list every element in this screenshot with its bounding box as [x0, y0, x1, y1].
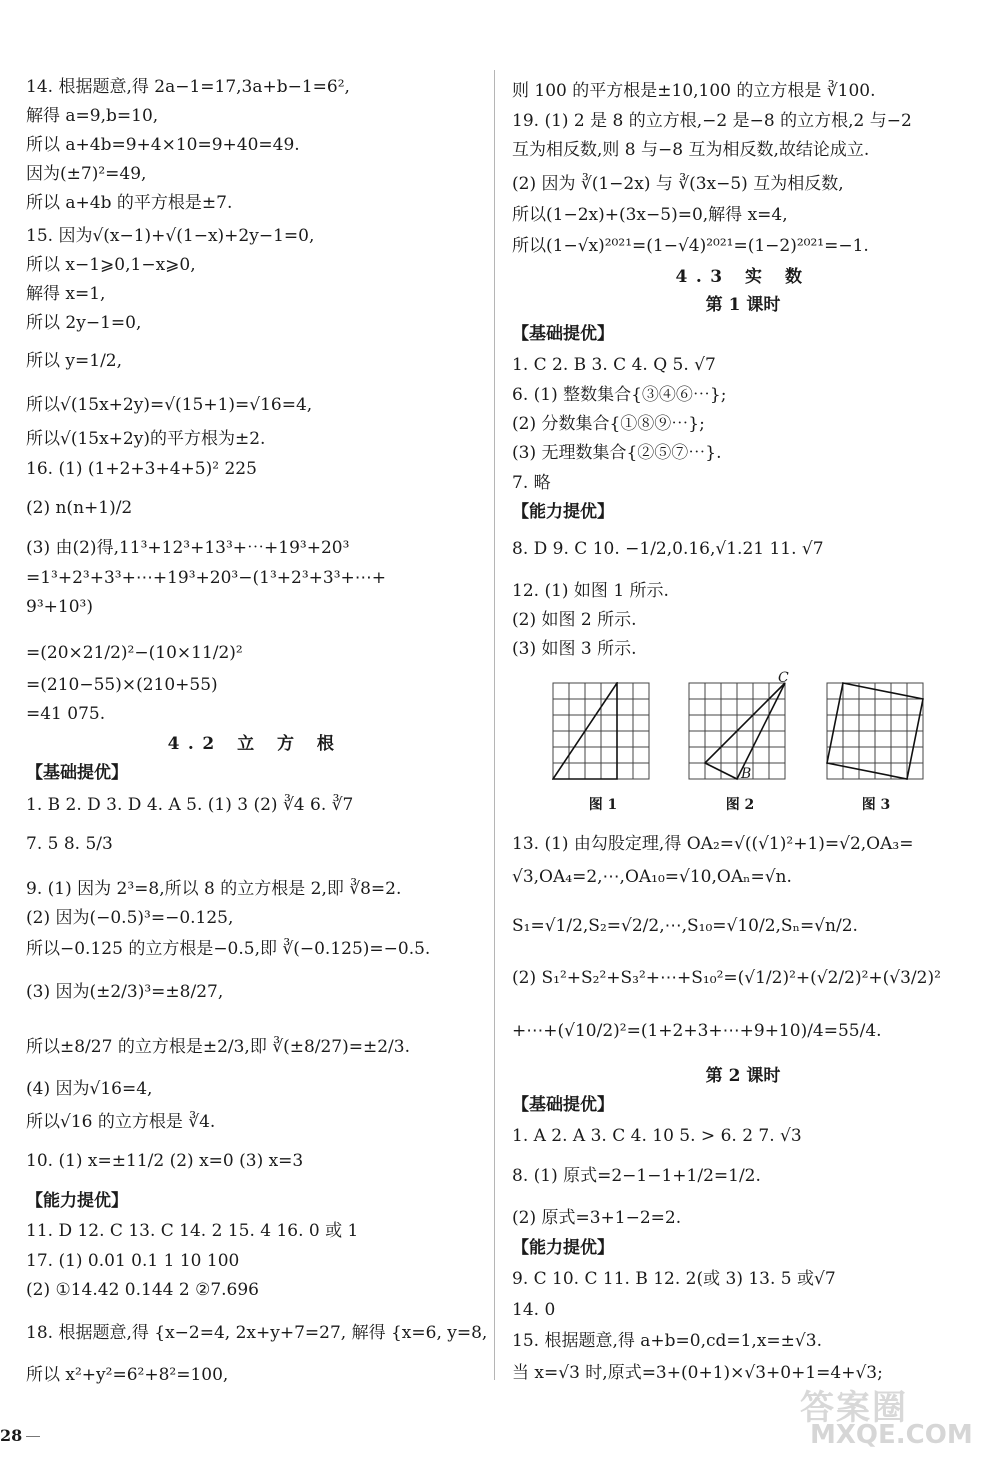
text-line: 互为相反数,则 8 与−8 互为相反数,故结论成立.: [512, 140, 870, 160]
watermark-logo: 答案圈: [800, 1388, 908, 1428]
text-line: 解得 x=1,: [26, 284, 106, 304]
text-line: 11. D 12. C 13. C 14. 2 15. 4 16. 0 或 1: [26, 1221, 359, 1241]
text-line: 所以−0.125 的立方根是−0.5,即 ∛(−0.125)=−0.5.: [26, 939, 431, 959]
point-b-label: B: [741, 766, 752, 782]
text-line: 13. (1) 由勾股定理,得 OA₂=√((√1)²+1)=√2,OA₃=: [512, 834, 914, 854]
text-line: S₁=√1/2,S₂=√2/2,⋯,S₁₀=√10/2,Sₙ=√n/2.: [512, 916, 858, 936]
subsection-heading: 【基础提优】: [512, 324, 614, 344]
text-line: 当 x=√3 时,原式=3+(0+1)×√3+0+1=4+√3;: [512, 1363, 883, 1383]
text-line: 8. (1) 原式=2−1−1+1/2=1/2.: [512, 1166, 761, 1186]
subsection-heading: 【能力提优】: [26, 1191, 128, 1211]
subsection-heading: 【能力提优】: [512, 502, 614, 522]
text-line: 所以√(15x+2y)的平方根为±2.: [26, 429, 266, 449]
subsection-heading: 【基础提优】: [26, 763, 128, 783]
text-line: 所以 a+4b=9+4×10=9+40=49.: [26, 135, 300, 155]
text-line: =41 075.: [26, 704, 106, 724]
text-line: =1³+2³+3³+⋯+19³+20³−(1³+2³+3³+⋯+: [26, 568, 386, 588]
text-line: (3) 由(2)得,11³+12³+13³+⋯+19³+20³: [26, 538, 350, 558]
text-line: 9³+10³): [26, 597, 93, 617]
figure-1-grid: [552, 682, 654, 786]
text-line: 1. C 2. B 3. C 4. Q 5. √7: [512, 355, 716, 375]
text-line: 所以√16 的立方根是 ∛4.: [26, 1112, 216, 1132]
text-line: 1. A 2. A 3. C 4. 10 5. > 6. 2 7. √3: [512, 1126, 802, 1146]
text-line: 所以 x²+y²=6²+8²=100,: [26, 1365, 229, 1385]
point-c-label: C: [778, 670, 789, 686]
text-line: 15. 因为√(x−1)+√(1−x)+2y−1=0,: [26, 226, 315, 246]
text-line: 12. (1) 如图 1 所示.: [512, 581, 669, 601]
text-line: (2) 分数集合{①⑧⑨⋯};: [512, 414, 705, 434]
text-line: 所以 x−1⩾0,1−x⩾0,: [26, 255, 196, 275]
subsection-heading: 【基础提优】: [512, 1095, 614, 1115]
text-line: 19. (1) 2 是 8 的立方根,−2 是−8 的立方根,2 与−2: [512, 111, 912, 131]
column-divider: [494, 70, 495, 1380]
text-line: 所以±8/27 的立方根是±2/3,即 ∛(±8/27)=±2/3.: [26, 1037, 411, 1057]
text-line: √3,OA₄=2,⋯,OA₁₀=√10,OAₙ=√n.: [512, 867, 792, 887]
text-line: (2) S₁²+S₂²+S₃²+⋯+S₁₀²=(√1/2)²+(√2/2)²+(√3/2)²: [512, 968, 941, 988]
text-line: 解得 a=9,b=10,: [26, 106, 159, 126]
text-line: 所以 a+4b 的平方根是±7.: [26, 193, 233, 213]
text-line: 8. D 9. C 10. −1/2,0.16,√1.21 11. √7: [512, 539, 824, 559]
text-line: 所以 2y−1=0,: [26, 313, 142, 333]
text-line: 所以(1−2x)+(3x−5)=0,解得 x=4,: [512, 205, 788, 225]
text-line: (3) 无理数集合{②⑤⑦⋯}.: [512, 443, 722, 463]
text-line: =(20×21/2)²−(10×11/2)²: [26, 643, 243, 663]
page-number-rule: [26, 1436, 40, 1437]
figure-3-caption: 图 3: [861, 797, 891, 813]
text-line: 10. (1) x=±11/2 (2) x=0 (3) x=3: [26, 1151, 304, 1171]
text-line: (2) 因为 ∛(1−2x) 与 ∛(3x−5) 互为相反数,: [512, 174, 844, 194]
text-line: (2) 如图 2 所示.: [512, 610, 637, 630]
text-line: 9. (1) 因为 2³=8,所以 8 的立方根是 2,即 ∛8=2.: [26, 879, 402, 899]
text-line: +⋯+(√10/2)²=(1+2+3+⋯+9+10)/4=55/4.: [512, 1021, 882, 1041]
subsection-heading: 【能力提优】: [512, 1238, 614, 1258]
text-line: 17. (1) 0.01 0.1 1 10 100: [26, 1251, 240, 1271]
text-line: 14. 根据题意,得 2a−1=17,3a+b−1=6²,: [26, 77, 350, 97]
text-line: (2) 原式=3+1−2=2.: [512, 1208, 682, 1228]
text-line: 6. (1) 整数集合{③④⑥⋯};: [512, 385, 727, 405]
text-line: 则 100 的平方根是±10,100 的立方根是 ∛100.: [512, 81, 876, 101]
lesson-heading: 第 2 课时: [705, 1066, 781, 1086]
section-heading: 4.3 实 数: [675, 267, 811, 287]
text-line: (2) ①14.42 0.144 2 ②7.696: [26, 1280, 259, 1300]
text-line: (3) 因为(±2/3)³=±8/27,: [26, 982, 224, 1002]
section-heading: 4.2 立 方 根: [167, 734, 343, 754]
text-line: 所以√(15x+2y)=√(15+1)=√16=4,: [26, 395, 313, 415]
grid-figures: [552, 670, 952, 813]
watermark-url: MXQE.COM: [810, 1420, 973, 1450]
figure-2-caption: 图 2: [725, 797, 755, 813]
text-line: 15. 根据题意,得 a+b=0,cd=1,x=±√3.: [512, 1331, 822, 1351]
text-line: 14. 0: [512, 1300, 556, 1320]
text-line: (2) n(n+1)/2: [26, 498, 133, 518]
text-line: (2) 因为(−0.5)³=−0.125,: [26, 908, 234, 928]
figure-1-caption: 图 1: [588, 797, 618, 813]
text-line: 16. (1) (1+2+3+4+5)² 225: [26, 459, 257, 479]
page-number: 28: [0, 1426, 23, 1445]
text-line: 7. 5 8. 5/3: [26, 834, 113, 854]
lesson-heading: 第 1 课时: [705, 295, 781, 315]
text-line: 所以 y=1/2,: [26, 351, 123, 371]
text-line: (4) 因为√16=4,: [26, 1079, 153, 1099]
text-line: 因为(±7)²=49,: [26, 164, 147, 184]
text-line: (3) 如图 3 所示.: [512, 639, 637, 659]
text-line: 所以(1−√x)²⁰²¹=(1−√4)²⁰²¹=(1−2)²⁰²¹=−1.: [512, 236, 869, 256]
figure-3-grid: [826, 682, 928, 786]
text-line: 1. B 2. D 3. D 4. A 5. (1) 3 (2) ∛4 6. ∛7: [26, 795, 354, 815]
text-line: 7. 略: [512, 473, 551, 493]
text-line: =(210−55)×(210+55): [26, 675, 218, 695]
text-line: 18. 根据题意,得 {x−2=4, 2x+y+7=27, 解得 {x=6, y=8,: [26, 1323, 488, 1343]
text-line: 9. C 10. C 11. B 12. 2(或 3) 13. 5 或√7: [512, 1269, 836, 1289]
figure-2-grid: [688, 682, 792, 786]
